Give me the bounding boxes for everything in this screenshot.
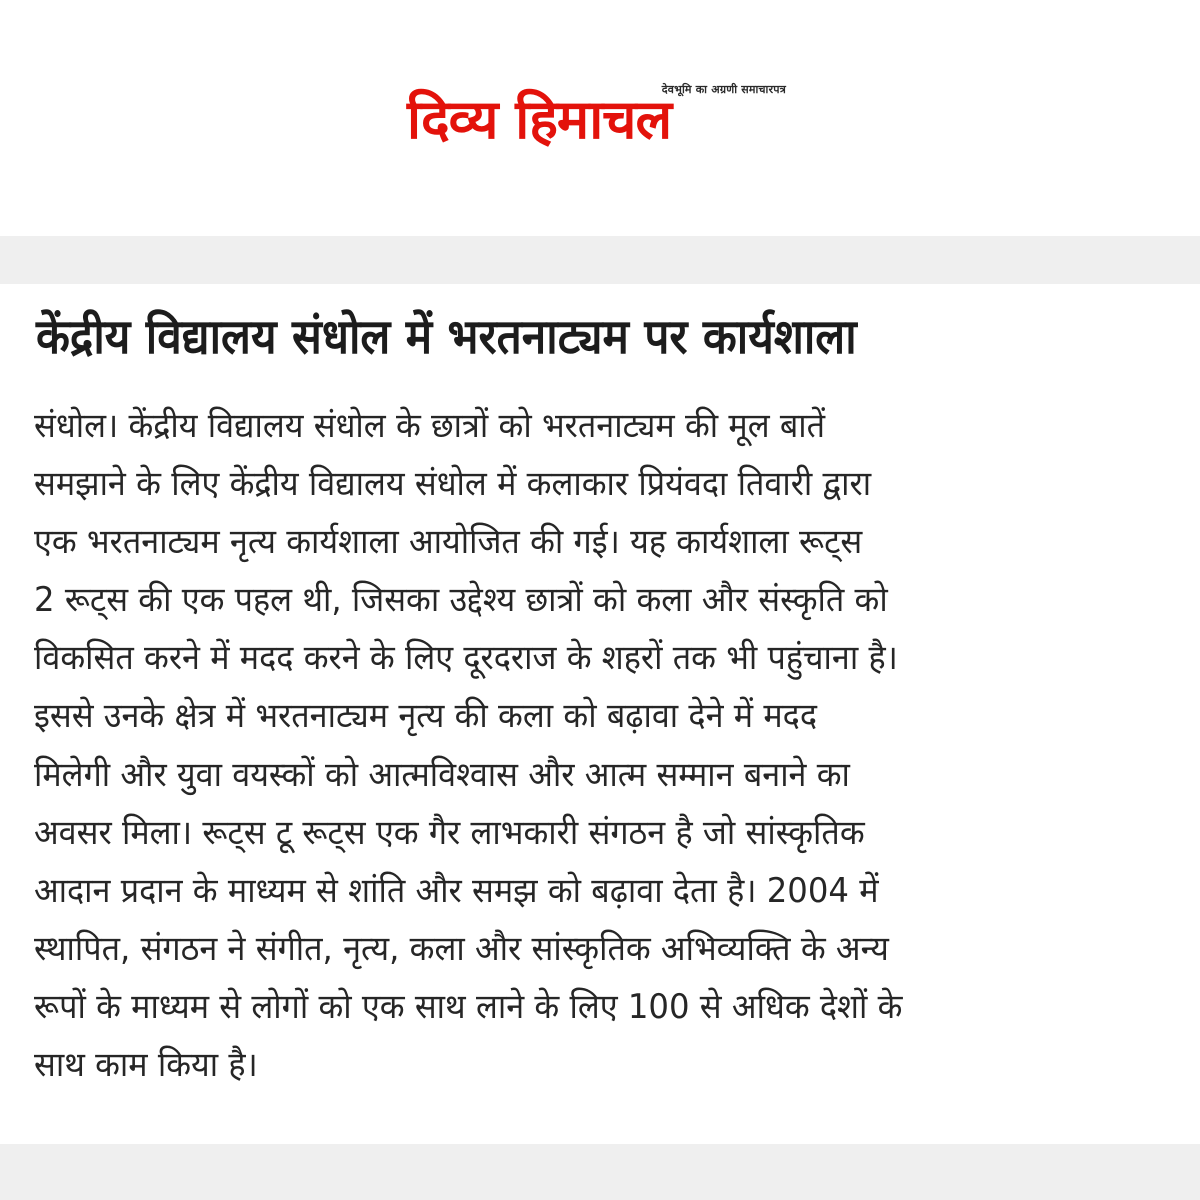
- masthead: [0, 0, 1200, 236]
- article-line: विकसित करने में मदद करने के लिए दूरदराज के शहरों तक भी पहुंचाना है।: [34, 638, 898, 679]
- top-gray-band: [0, 236, 1200, 284]
- article-line: 2 रूट्स की एक पहल थी, जिसका उद्देश्य छात्रों को कला और संस्कृति को: [34, 580, 888, 621]
- article-headline: केंद्रीय विद्यालय संधोल में भरतनाट्यम पर कार्यशाला: [36, 309, 857, 365]
- logo-tagline: देवभूमि का अग्रणी समाचारपत्र: [661, 83, 786, 96]
- article-line: अवसर मिला। रूट्स टू रूट्स एक गैर लाभकारी संगठन है जो सांस्कृतिक: [34, 812, 865, 853]
- article-line: एक भरतनाट्यम नृत्य कार्यशाला आयोजित की गई। यह कार्यशाला रूट्स: [34, 522, 863, 563]
- article-line: मिलेगी और युवा वयस्कों को आत्मविश्वास और आत्म सम्मान बनाने का: [34, 754, 850, 795]
- article-line: रूपों के माध्यम से लोगों को एक साथ लाने के लिए 100 से अधिक देशों के: [34, 986, 903, 1027]
- article-line: साथ काम किया है।: [34, 1045, 258, 1086]
- article-line: इससे उनके क्षेत्र में भरतनाट्यम नृत्य की कला को बढ़ावा देने में मदद: [34, 696, 817, 737]
- article-line: आदान प्रदान के माध्यम से शांति और समझ को बढ़ावा देता है। 2004 में: [34, 870, 879, 911]
- article-body: [34, 397, 1184, 1094]
- bottom-gray-band: [0, 1144, 1200, 1200]
- article-line: समझाने के लिए केंद्रीय विद्यालय संधोल में कलाकार प्रियंवदा तिवारी द्वारा: [34, 464, 872, 505]
- newspaper-logo: [405, 78, 790, 158]
- article-line: संधोल। केंद्रीय विद्यालय संधोल के छात्रों को भरतनाट्यम की मूल बातें: [34, 406, 826, 446]
- logo-name: दिव्य हिमाचल: [407, 88, 672, 151]
- article-line: स्थापित, संगठन ने संगीत, नृत्य, कला और सांस्कृतिक अभिव्यक्ति के अन्य: [34, 928, 889, 969]
